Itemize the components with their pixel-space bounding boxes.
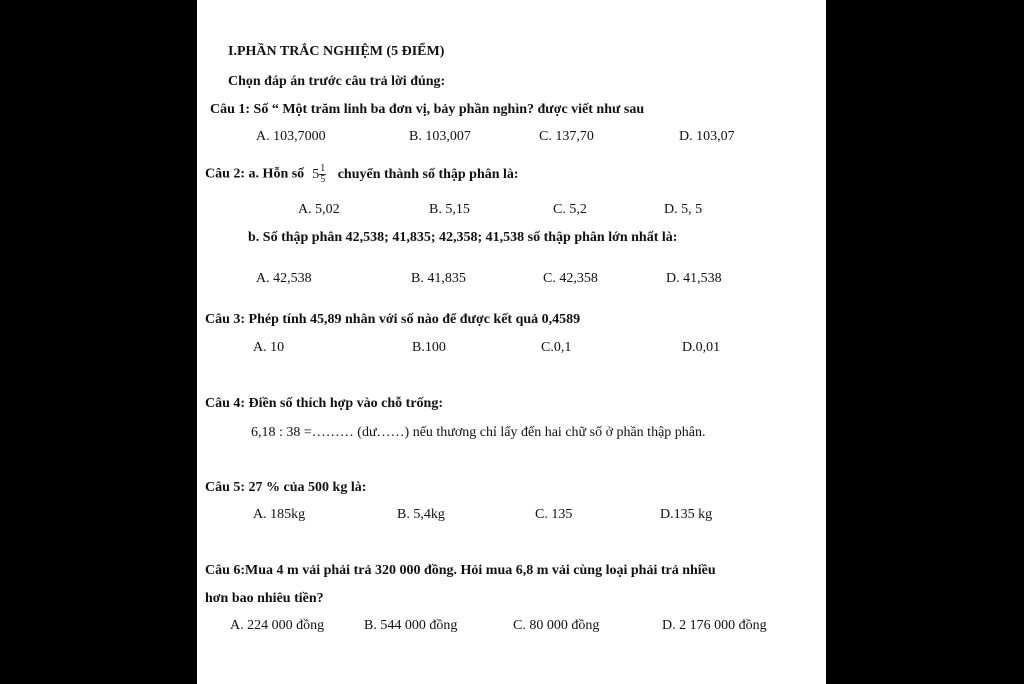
q3-option-c: C.0,1 [541, 340, 572, 355]
q2a-option-b: B. 5,15 [429, 202, 470, 217]
q2a-option-c: C. 5,2 [553, 202, 587, 217]
q6-option-d: D. 2 176 000 đồng [662, 618, 767, 633]
q2b-option-a: A. 42,538 [256, 271, 312, 286]
question-4-body: 6,18 : 38 =……… (dư……) nếu thương chỉ lấy đến hai chữ số ở phần thập phân. [251, 425, 706, 440]
q2b-option-c: C. 42,358 [543, 271, 598, 286]
q1-option-b: B. 103,007 [409, 129, 471, 144]
q2a-option-a: A. 5,02 [298, 202, 340, 217]
section-title: I.PHẦN TRẮC NGHIỆM (5 ĐIỂM) [228, 44, 445, 59]
q1-option-c: C. 137,70 [539, 129, 594, 144]
question-1: Câu 1: Số “ Một trăm linh ba đơn vị, bảy phần nghìn? được viết như sau [210, 102, 645, 117]
fraction-denominator: 5 [320, 174, 326, 185]
q2b-option-d: D. 41,538 [666, 271, 722, 286]
q3-option-a: A. 10 [253, 340, 285, 355]
q6-option-b: B. 544 000 đồng [364, 618, 458, 633]
question-4: Câu 4: Điền số thích hợp vào chỗ trống: [205, 396, 443, 411]
q2a-option-d: D. 5, 5 [664, 202, 703, 217]
question-2b: b. Số thập phân 42,538; 41,835; 42,358; 41,538 số thập phân lớn nhất là: [248, 230, 678, 245]
document-page [197, 0, 826, 684]
mixed-number-fraction [319, 164, 326, 185]
q6-option-c: C. 80 000 đồng [513, 618, 600, 633]
fraction-numerator: 1 [320, 163, 326, 174]
question-6-line2: hơn bao nhiêu tiền? [205, 591, 324, 606]
q2b-option-b: B. 41,835 [411, 271, 466, 286]
q5-option-b: B. 5,4kg [397, 507, 445, 522]
instruction: Chọn đáp án trước câu trả lời đúng: [228, 74, 446, 89]
q6-option-a: A. 224 000 đồng [230, 618, 325, 633]
q1-option-d: D. 103,07 [679, 129, 735, 144]
question-5: Câu 5: 27 % của 500 kg là: [205, 480, 367, 495]
q2a-prefix: Câu 2: a. Hỗn số [205, 166, 305, 182]
q3-option-b: B.100 [412, 340, 446, 355]
q5-option-d: D.135 kg [660, 507, 713, 522]
q5-option-a: A. 185kg [253, 507, 306, 522]
q5-option-c: C. 135 [535, 507, 573, 522]
question-6-line1: Câu 6:Mua 4 m vải phải trả 320 000 đồng. Hỏi mua 6,8 m vải cùng loại phải trả nhiều [205, 563, 716, 578]
question-2a [205, 164, 519, 185]
mixed-number-whole: 5 [312, 166, 320, 182]
question-3: Câu 3: Phép tính 45,89 nhân với số nào để được kết quả 0,4589 [205, 312, 581, 327]
q3-option-d: D.0,01 [682, 340, 721, 355]
q2a-suffix: chuyển thành số thập phân là: [337, 166, 519, 182]
q1-option-a: A. 103,7000 [256, 129, 326, 144]
